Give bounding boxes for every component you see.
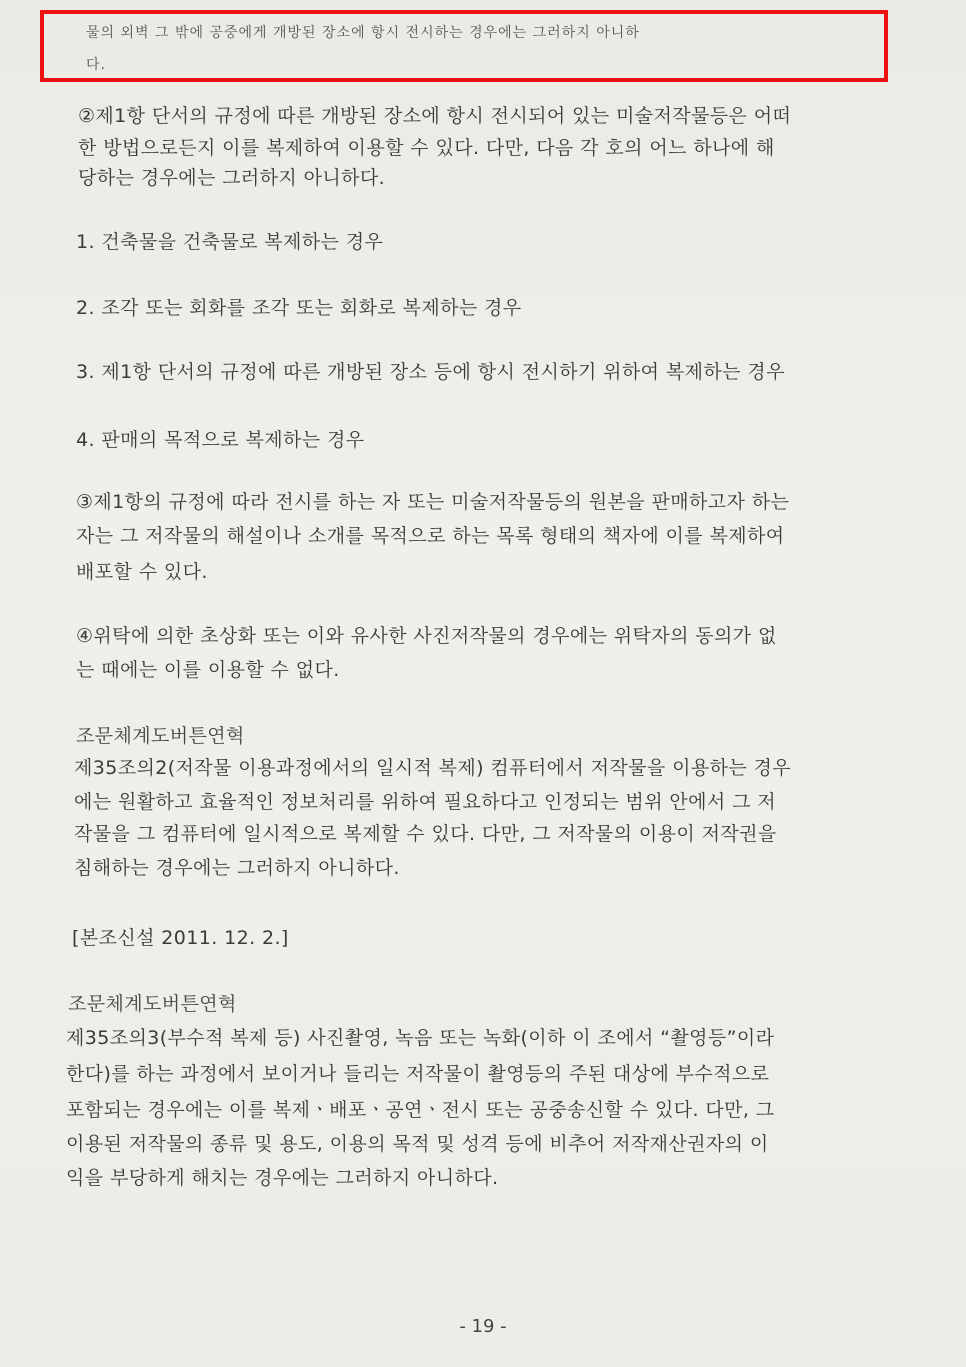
highlight-box [40, 10, 888, 82]
highlighted-text-line: 다. [86, 57, 106, 73]
paragraph-4-line: ④위탁에 의한 초상화 또는 이와 유사한 사진저작물의 경우에는 위탁자의 동의가 없 [76, 625, 777, 647]
list-item: 2. 조각 또는 회화를 조각 또는 회화로 복제하는 경우 [76, 297, 522, 319]
section-2-line: 제35조의3(부수적 복제 등) 사진촬영, 녹음 또는 녹화(이하 이 조에서 “촬영등”이라 [66, 1027, 775, 1049]
section-heading: 조문체계도버튼연혁 [76, 725, 245, 747]
paragraph-3-line: ③제1항의 규정에 따라 전시를 하는 자 또는 미술저작물등의 원본을 판매하고자 하는 [76, 491, 790, 513]
paragraph-3-line: 배포할 수 있다. [76, 561, 208, 583]
section-2-line: 이용된 저작물의 종류 및 용도, 이용의 목적 및 성격 등에 비추어 저작재산권자의 이 [66, 1133, 769, 1155]
list-item: 3. 제1항 단서의 규정에 따른 개방된 장소 등에 항시 전시하기 위하여 복제하는 경우 [76, 361, 785, 383]
paragraph-2-line: 당하는 경우에는 그러하지 아니하다. [78, 167, 386, 189]
section-2-line: 익을 부당하게 해치는 경우에는 그러하지 아니하다. [66, 1167, 499, 1189]
paragraph-3-line: 자는 그 저작물의 해설이나 소개를 목적으로 하는 목록 형태의 책자에 이를 복제하여 [76, 525, 785, 547]
paragraph-4-line: 는 때에는 이를 이용할 수 없다. [76, 659, 340, 681]
paragraph-2-line: ②제1항 단서의 규정에 따른 개방된 장소에 항시 전시되어 있는 미술저작물등은 어떠 [78, 105, 792, 127]
section-heading: 조문체계도버튼연혁 [68, 993, 237, 1015]
section-2-line: 포함되는 경우에는 이를 복제ㆍ배포ㆍ공연ㆍ전시 또는 공중송신할 수 있다. 다만, 그 [66, 1099, 775, 1121]
section-1-line: 에는 원활하고 효율적인 정보처리를 위하여 필요하다고 인정되는 범위 안에서 그 저 [74, 791, 777, 813]
highlighted-text-line: 물의 외벽 그 밖에 공중에게 개방된 장소에 항시 전시하는 경우에는 그러하지 아니하 [86, 25, 640, 41]
section-1-line: 침해하는 경우에는 그러하지 아니하다. [74, 857, 400, 879]
list-item: 1. 건축물을 건축물로 복제하는 경우 [76, 231, 384, 253]
page-number: - 19 - [459, 1316, 507, 1337]
section-1-note: [본조신설 2011. 12. 2.] [72, 927, 289, 949]
section-1-line: 제35조의2(저작물 이용과정에서의 일시적 복제) 컴퓨터에서 저작물을 이용하는 경우 [74, 757, 792, 779]
section-1-line: 작물을 그 컴퓨터에 일시적으로 복제할 수 있다. 다만, 그 저작물의 이용이 저작권을 [74, 823, 777, 845]
section-2-line: 한다)를 하는 과정에서 보이거나 들리는 저작물이 촬영등의 주된 대상에 부수적으로 [66, 1063, 770, 1085]
list-item: 4. 판매의 목적으로 복제하는 경우 [76, 429, 365, 451]
paragraph-2-line: 한 방법으로든지 이를 복제하여 이용할 수 있다. 다만, 다음 각 호의 어느 하나에 해 [78, 137, 775, 159]
